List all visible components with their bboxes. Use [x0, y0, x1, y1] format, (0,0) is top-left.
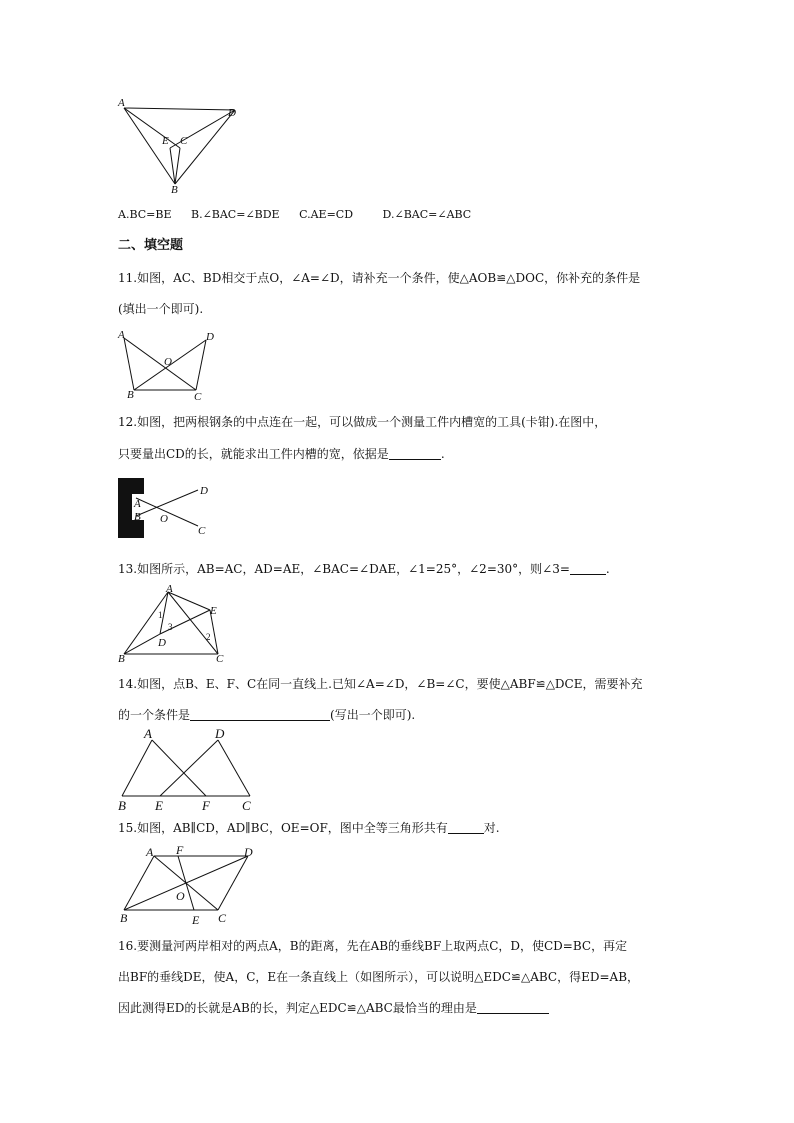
label-C: C	[216, 653, 224, 665]
option-c[interactable]: C.AE=CD	[299, 208, 354, 221]
label-C: C	[180, 135, 188, 147]
label-C: C	[218, 911, 227, 925]
label-D: D	[158, 637, 166, 649]
label-C: C	[242, 798, 251, 813]
q13-text: 13.如图所示，AB=AC，AD=AE，∠BAC=∠DAE，∠1=25°，∠2=30°，则∠3=	[118, 562, 570, 576]
q14-line1: 14.如图，点B、E、F、C在同一直线上.已知∠A=∠D，∠B=∠C，要使△ABF≌△DCE，需要补充	[118, 677, 643, 691]
q16-line2: 出BF的垂线DE，使A，C，E在一条直线上（如图所示），可以说明△EDC≌△ABC，得ED=AB，	[118, 970, 640, 984]
label-A: A	[118, 329, 125, 341]
label-A: A	[134, 498, 141, 510]
label-A: A	[166, 583, 173, 595]
label-B: B	[171, 184, 178, 196]
label-A: A	[144, 726, 152, 741]
q12-line2	[118, 446, 445, 462]
section-title: 二、填空题	[118, 238, 184, 253]
q16-line1: 16.要测量河两岸相对的两点A，B的距离，先在AB的垂线BF上取两点C，D，使CD=BC，再定	[118, 939, 628, 953]
q12-period: .	[440, 447, 445, 461]
label-E: E	[210, 605, 217, 617]
label-D: D	[215, 726, 225, 741]
q11-line2: (填出一个即可).	[118, 302, 204, 316]
angle-2-label: 2	[206, 632, 211, 642]
label-O: O	[176, 889, 185, 903]
q16-text: 因此测得ED的长就是AB的长，判定△EDC≌△ABC最恰当的理由是	[118, 1001, 477, 1015]
q13-line	[118, 561, 610, 577]
label-E: E	[155, 798, 163, 813]
label-B: B	[118, 653, 125, 665]
q12-answer-blank[interactable]	[389, 447, 441, 460]
q15-text: 15.如图，AB∥CD，AD∥BC，OE=OF，图中全等三角形共有	[118, 821, 448, 835]
q13-period: .	[605, 562, 610, 576]
option-b[interactable]: B.∠BAC=∠BDE	[190, 208, 280, 221]
label-D: D	[200, 485, 208, 497]
q15-tail: 对.	[483, 821, 500, 835]
q12-line1: 12.如图，把两根钢条的中点连在一起，可以做成一个测量工件内槽宽的工具(卡钳).在图中，	[118, 415, 607, 429]
q14-figure	[118, 728, 260, 814]
q11-figure	[118, 328, 218, 403]
label-B: B	[120, 911, 128, 925]
label-O: O	[164, 356, 172, 368]
label-F: F	[202, 798, 210, 813]
q16-answer-blank[interactable]	[477, 1001, 549, 1014]
label-F: F	[176, 843, 184, 857]
label-B: B	[118, 798, 126, 813]
label-E: E	[192, 913, 200, 927]
q12-text: 只要量出CD的长，就能求出工件内槽的宽，依据是	[118, 447, 389, 461]
label-D: D	[244, 845, 253, 859]
q13-answer-blank[interactable]	[570, 562, 606, 575]
q14-answer-blank[interactable]	[190, 708, 330, 721]
label-A: A	[146, 845, 154, 859]
label-E: E	[162, 135, 169, 147]
q16-line3	[118, 1000, 549, 1016]
label-A: A	[118, 97, 125, 109]
q14-text: 的一个条件是	[118, 708, 191, 722]
q15-line	[118, 820, 500, 836]
q10-options	[118, 207, 471, 223]
label-C: C	[194, 391, 202, 403]
q13-figure	[118, 583, 230, 665]
label-O: O	[160, 513, 168, 525]
q14-tail: (写出一个即可).	[330, 708, 416, 722]
q15-figure	[118, 842, 260, 926]
label-B: B	[134, 511, 141, 523]
option-a[interactable]: A.BC=BE	[118, 208, 172, 221]
label-C: C	[198, 525, 206, 537]
option-d[interactable]: D.∠BAC=∠ABC	[382, 208, 472, 221]
label-B: B	[127, 389, 134, 401]
q15-answer-blank[interactable]	[448, 821, 484, 834]
angle-1-label: 1	[158, 610, 163, 620]
label-D: D	[228, 107, 236, 119]
q10-figure	[118, 96, 243, 196]
q12-figure	[118, 476, 228, 540]
q14-line2	[118, 707, 415, 723]
q11-line1: 11.如图，AC、BD相交于点O，∠A=∠D，请补充一个条件，使△AOB≌△DOC，你补充的条件是	[118, 271, 641, 285]
angle-3-label: 3	[168, 622, 173, 632]
label-D: D	[206, 331, 214, 343]
